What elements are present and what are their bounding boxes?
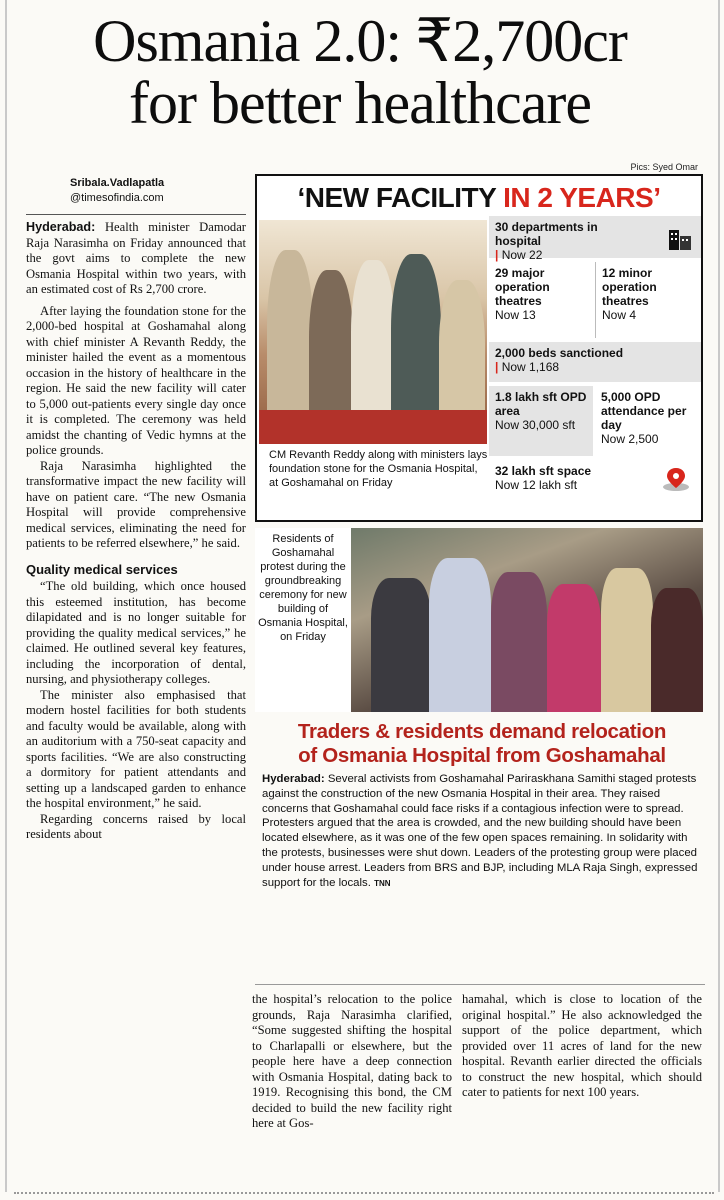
- byline-site: @timesofindia.com: [70, 192, 164, 204]
- photo-credit: Pics: Syed Omar: [630, 162, 698, 172]
- stat-departments: 30 departments in hospital | Now 22: [489, 216, 701, 258]
- paragraph: hamahal, which is close to location of the original hospital.” He also acknowledged the support of the police department, which provided over 11 acres of land for the new hospital. Revanth earlier directed the officials to construct the new hospital, which should cater to patients for next 100 years.: [462, 992, 702, 1099]
- article-column-3: [462, 992, 702, 1101]
- paragraph: Hyderabad: Health minister Damodar Raja Narasimha on Friday announced that the govt aims to complete the new Osmania Hospital within two years, with an estimated cost of Rs 2,700 crore.: [26, 220, 246, 296]
- paragraph: The minister also emphasised that modern hostel facilities for both students and faculty would be available, along with an auditorium with a 750-seat capacity and sports facilities. “We are also constructing a dormitory for patient attendants and setting up a landscaped garden to enhance the hospital environment,” he said.: [26, 687, 246, 810]
- page-bottom-rule: [14, 1192, 714, 1194]
- traders-headline: Traders & residents demand relocation of Osmania Hospital from Goshamahal: [297, 720, 667, 767]
- stat-beds: 2,000 beds sanctioned | Now 1,168: [489, 342, 701, 382]
- main-headline: [20, 10, 700, 134]
- paragraph: “The old building, which once housed this esteemed institution, has become dilapidated and is no longer suitable for providing the quality medical services,” he claimed. He outlined several key features, including the incorporation of dental, nursing, and physiotherapy colleges.: [26, 579, 246, 686]
- foundation-stone-photo: [259, 220, 487, 444]
- building-icon: [667, 226, 693, 250]
- article-column-1: [26, 220, 246, 843]
- paragraph: the hospital’s relocation to the police grounds, Raja Narasimha clarified, “Some suggested shifting the hospital to Charlapalli or elsewhere, but the people here have a deep connection with Osmania Hospital, dating back to 1919. Recognising this bond, the CM decided to build the new facility right here at Gos-: [252, 992, 452, 1130]
- paragraph: Raja Narasimha highlighted the transformative impact the new facility will have on patient care. “The new Osmania Hospital will provide comprehensive medical services, eliminating the need for patients to be referred elsewhere,” he said.: [26, 458, 246, 550]
- stat-opd-area: 1.8 lakh sft OPD area Now 30,000 sft: [489, 386, 593, 456]
- protest-photo-caption: Residents of Goshamahal protest during the groundbreaking ceremony for new building of Osmania Hospital, on Friday: [255, 528, 351, 712]
- byline: [70, 176, 164, 206]
- stat-space: 32 lakh sft space Now 12 lakh sft: [489, 460, 701, 500]
- stat-minor-theatres: 12 minor operation theatres Now 4: [595, 262, 701, 338]
- infographic-box: [255, 174, 703, 522]
- byline-divider: [26, 214, 246, 215]
- infographic-title: ‘NEW FACILITY IN 2 YEARS’: [297, 182, 661, 213]
- headline-line-1: Osmania 2.0: ₹2,700cr: [93, 8, 627, 74]
- map-pin-icon: [661, 466, 691, 492]
- stat-major-theatres: 29 major operation theatres Now 13: [489, 262, 593, 338]
- agency-credit: TNN: [374, 878, 391, 888]
- section-divider: [255, 984, 705, 985]
- headline-line-2: for better healthcare: [128, 70, 592, 136]
- stat-opd-attendance: 5,000 OPD attendance per day Now 2,500: [595, 386, 701, 456]
- protest-photo-block: [255, 528, 703, 712]
- traders-story: Hyderabad: Several activists from Goshamahal Pariraskhana Samithi staged protests against the construction of the new Osmania Hospital in their area. They raised concerns that Goshamahal could face risks if a contagious infection were to spread. Protesters argued that the area is crowded, and the new building should have been located elsewhere, as it was one of the few open spaces remaining. In solidarity with the protests, businesses were shut down. Leaders of the protesting group were placed under house arrest. Leaders from BRS and BJP, including MLA Raja Singh, expressed support for the locals. TNN: [262, 773, 698, 889]
- byline-author: Sribala.Vadlapatla: [70, 177, 165, 189]
- photo-caption: CM Revanth Reddy along with ministers lays foundation stone for the Osmania Hospital, at Goshamahal on Friday: [269, 449, 488, 489]
- paragraph: Regarding concerns raised by local residents about: [26, 811, 246, 841]
- dateline: Hyderabad:: [26, 220, 96, 234]
- article-column-2: [252, 992, 452, 1132]
- paragraph: After laying the foundation stone for the 2,000-bed hospital at Goshamahal along with chief minister A Revanth Reddy, the minister hailed the event as a momentous occasion in the history of healthcare in the region. He said the new facility will cater to 5,000 out-patients every single day once it is completed. The ceremony was held amidst the chanting of Vedic hymns at the police grounds.: [26, 303, 246, 457]
- protest-photo: [351, 528, 703, 712]
- dateline: Hyderabad:: [262, 773, 325, 785]
- subheading: Quality medical services: [26, 561, 178, 577]
